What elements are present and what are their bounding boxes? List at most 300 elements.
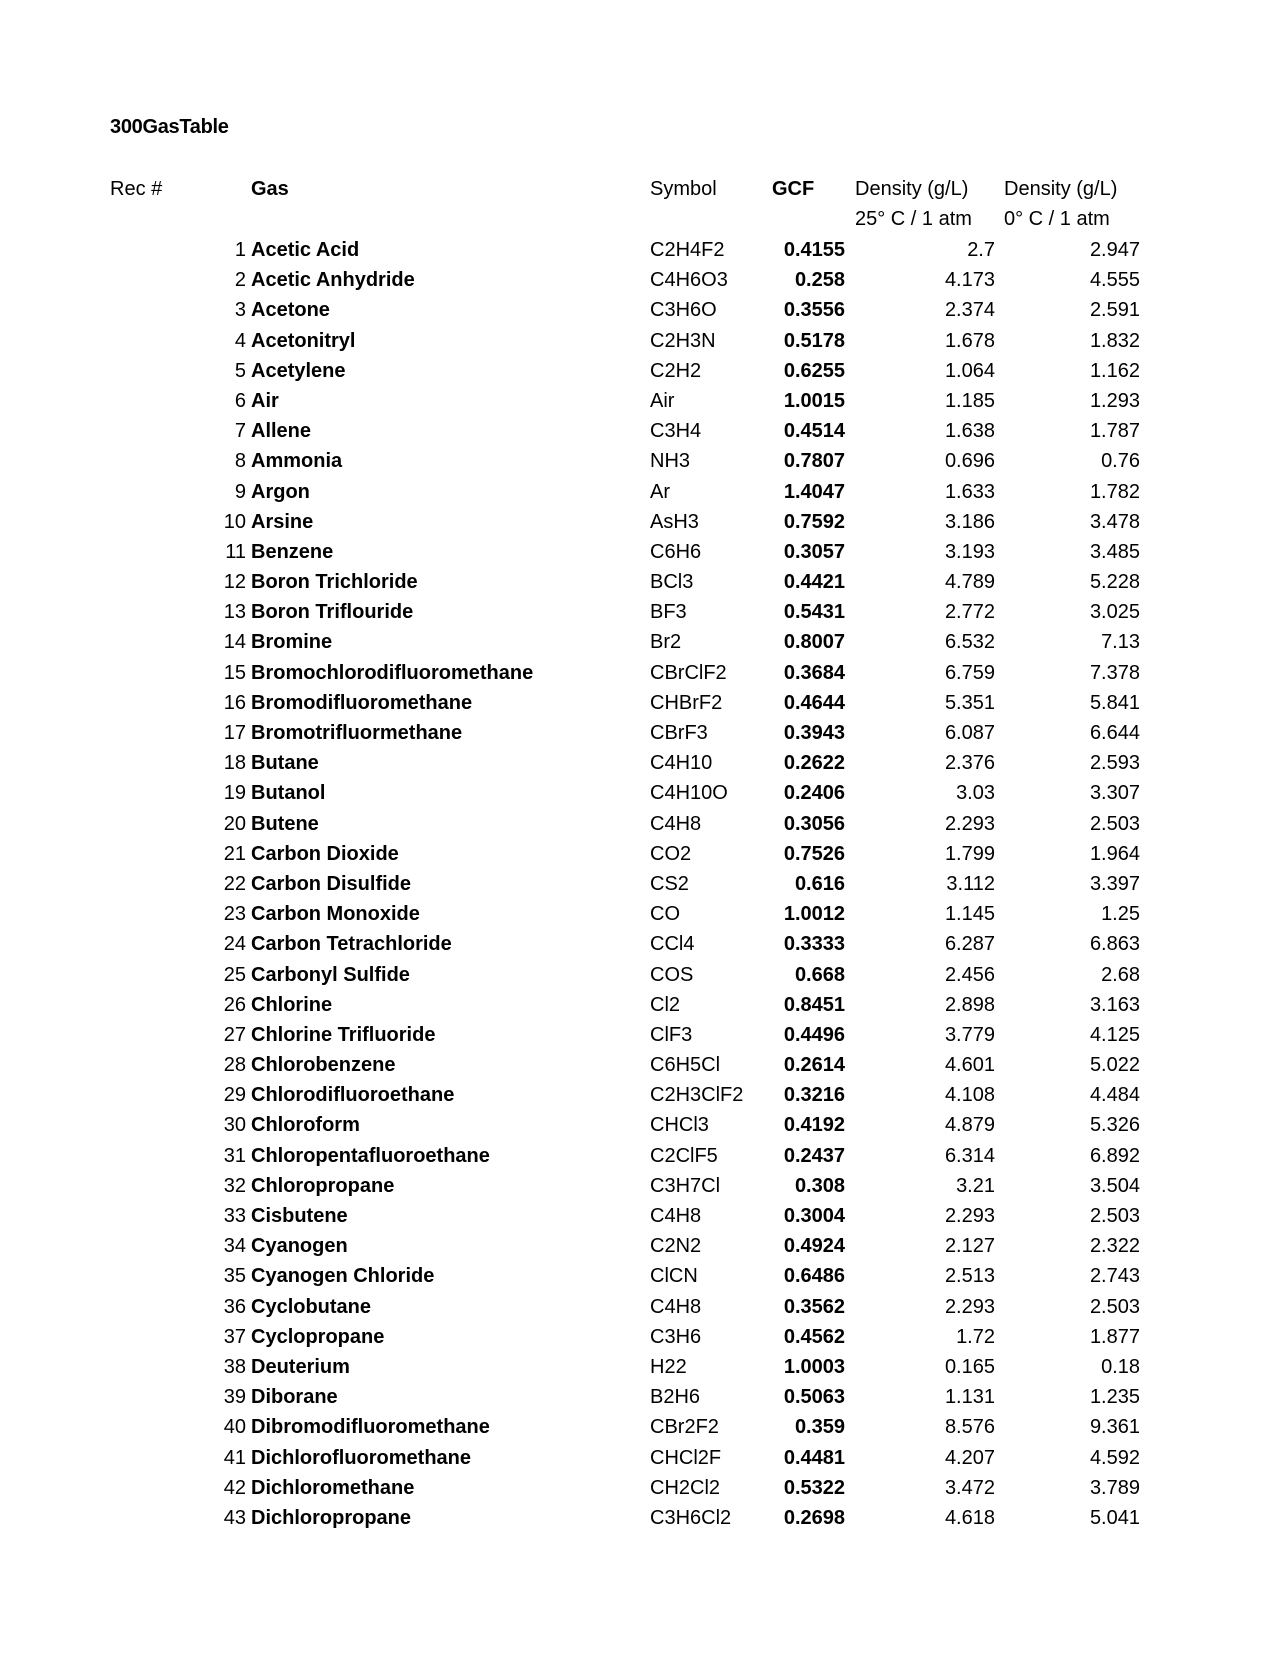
gas-symbol: C4H6O3 [650, 269, 728, 292]
density-0c: 9.361 [1089, 1416, 1140, 1439]
gas-symbol: C3H7Cl [650, 1174, 721, 1197]
gas-name: Carbon Dioxide [251, 842, 399, 865]
gas-symbol: CBrClF2 [650, 661, 727, 684]
table-row [0, 1110, 1280, 1140]
gas-name: Acetic Anhydride [251, 269, 415, 292]
row-number: 29 [223, 1084, 246, 1107]
table-row [0, 1050, 1280, 1080]
density-25c: 4.618 [944, 1506, 995, 1529]
density-25c: 2.374 [944, 299, 995, 322]
table-row [0, 386, 1280, 416]
gcf-value: 0.8451 [783, 993, 845, 1016]
row-number: 16 [223, 691, 246, 714]
density-25c: 1.72 [956, 1325, 995, 1348]
table-header [0, 174, 1280, 236]
table-row [0, 537, 1280, 567]
row-number: 4 [234, 329, 246, 352]
gas-name: Chlorobenzene [251, 1054, 396, 1077]
header-symbol: Symbol [650, 178, 717, 200]
gcf-value: 0.359 [794, 1416, 845, 1439]
row-number: 10 [223, 510, 246, 533]
gas-symbol: C2H4F2 [650, 239, 725, 261]
gas-name: Deuterium [251, 1355, 350, 1378]
gas-name: Acetonitryl [251, 329, 356, 352]
header-density-0-condition: 0° C / 1 atm [1004, 208, 1110, 230]
gcf-value: 1.0003 [783, 1355, 845, 1378]
gas-name: Butane [251, 752, 319, 775]
gcf-value: 0.8007 [783, 631, 845, 654]
gas-symbol: CCl4 [650, 933, 695, 956]
density-25c: 4.108 [944, 1084, 995, 1107]
table-row [0, 869, 1280, 899]
row-number: 37 [223, 1325, 246, 1348]
gcf-value: 0.5322 [783, 1476, 845, 1499]
density-25c: 0.696 [944, 450, 995, 473]
density-25c: 3.03 [956, 782, 995, 805]
gcf-value: 0.308 [794, 1174, 845, 1197]
density-25c: 2.898 [944, 993, 995, 1016]
density-25c: 2.376 [944, 752, 995, 775]
gas-name: Dichloromethane [251, 1476, 415, 1499]
density-25c: 1.638 [944, 420, 995, 443]
gas-name: Cyanogen [251, 1235, 348, 1258]
table-row [0, 778, 1280, 808]
gcf-value: 0.2614 [783, 1054, 845, 1077]
gcf-value: 0.4192 [783, 1114, 845, 1137]
row-number: 35 [223, 1265, 246, 1288]
density-25c: 2.293 [944, 1295, 995, 1318]
density-0c: 3.163 [1089, 993, 1140, 1016]
row-number: 18 [223, 752, 246, 775]
density-0c: 4.555 [1089, 269, 1140, 292]
density-0c: 4.125 [1089, 1023, 1140, 1046]
gas-name: Carbon Monoxide [251, 903, 420, 926]
gas-name: Air [251, 389, 279, 412]
table-row [0, 960, 1280, 990]
gas-symbol: CBrF3 [650, 722, 708, 744]
gas-name: Chloroform [251, 1114, 360, 1137]
row-number: 39 [223, 1386, 246, 1409]
row-number: 33 [223, 1205, 246, 1227]
gas-name: Boron Trichloride [251, 571, 418, 594]
table-row [0, 567, 1280, 597]
gas-symbol: CS2 [650, 872, 689, 895]
density-0c: 1.787 [1089, 420, 1140, 443]
table-row [0, 1382, 1280, 1412]
gas-symbol: CHBrF2 [650, 691, 723, 714]
gas-symbol: Cl2 [650, 993, 681, 1016]
gas-name: Allene [251, 420, 312, 443]
density-25c: 1.064 [944, 359, 995, 382]
row-number: 13 [223, 601, 246, 624]
density-0c: 2.743 [1089, 1265, 1140, 1288]
gas-name: Chlorine [251, 993, 333, 1016]
row-number: 32 [223, 1174, 246, 1197]
table-row [0, 1292, 1280, 1322]
gas-name: Carbon Tetrachloride [251, 933, 452, 956]
density-25c: 2.293 [944, 812, 995, 835]
gas-symbol: AsH3 [650, 510, 699, 533]
density-0c: 3.478 [1089, 510, 1140, 533]
density-25c: 5.351 [944, 691, 995, 714]
gas-symbol: Br2 [650, 631, 682, 654]
gas-symbol: COS [650, 963, 694, 986]
gcf-value: 1.0015 [783, 389, 845, 412]
table-row [0, 748, 1280, 778]
density-0c: 2.503 [1089, 812, 1140, 835]
gcf-value: 1.0012 [783, 903, 845, 926]
density-0c: 1.25 [1101, 903, 1140, 926]
gas-symbol: C3H6 [650, 1325, 702, 1348]
density-25c: 3.21 [956, 1174, 995, 1197]
density-25c: 6.087 [944, 722, 995, 744]
density-0c: 0.76 [1101, 450, 1140, 473]
density-0c: 6.892 [1089, 1144, 1140, 1167]
gas-name: Carbonyl Sulfide [251, 963, 410, 986]
density-0c: 0.18 [1101, 1355, 1140, 1378]
gas-symbol: C2H3N [650, 329, 716, 352]
row-number: 17 [223, 722, 246, 744]
row-number: 36 [223, 1295, 246, 1318]
density-0c: 1.235 [1089, 1386, 1140, 1409]
gcf-value: 0.5063 [783, 1386, 845, 1409]
header-density-0: Density (g/L) [1004, 178, 1118, 200]
gcf-value: 0.4481 [783, 1446, 845, 1469]
density-25c: 1.799 [944, 842, 995, 865]
gas-name: Cisbutene [251, 1205, 348, 1227]
table-row [0, 1412, 1280, 1442]
header-gas: Gas [251, 178, 289, 200]
row-number: 27 [223, 1023, 246, 1046]
density-25c: 2.293 [944, 1205, 995, 1227]
density-0c: 5.841 [1089, 691, 1140, 714]
row-number: 34 [223, 1235, 246, 1258]
density-0c: 1.832 [1089, 329, 1140, 352]
density-25c: 6.287 [944, 933, 995, 956]
table-row [0, 507, 1280, 537]
gcf-value: 0.3943 [783, 722, 845, 744]
table-row [0, 688, 1280, 718]
gas-symbol: Ar [650, 480, 670, 503]
row-number: 3 [234, 299, 246, 322]
gas-symbol: C3H6O [650, 299, 717, 322]
document-title: 300GasTable [110, 116, 229, 138]
gas-name: Chloropentafluoroethane [251, 1144, 490, 1167]
density-0c: 1.877 [1089, 1325, 1140, 1348]
row-number: 5 [234, 359, 246, 382]
density-25c: 4.207 [944, 1446, 995, 1469]
gcf-value: 0.4496 [783, 1023, 845, 1046]
table-row [0, 326, 1280, 356]
gcf-value: 0.3216 [783, 1084, 845, 1107]
table-row [0, 1141, 1280, 1171]
row-number: 24 [223, 933, 246, 956]
row-number: 19 [223, 782, 246, 805]
gas-name: Ammonia [251, 450, 343, 473]
density-25c: 1.185 [944, 389, 995, 412]
gas-name: Butanol [251, 782, 326, 805]
row-number: 6 [234, 389, 246, 412]
gas-name: Bromotrifluormethane [251, 722, 463, 744]
header-gcf: GCF [772, 178, 815, 200]
gas-name: Benzene [251, 540, 334, 563]
density-25c: 3.472 [944, 1476, 995, 1499]
table-row [0, 1473, 1280, 1503]
density-25c: 6.314 [944, 1144, 995, 1167]
gas-symbol: C4H10O [650, 782, 728, 805]
gas-symbol: CO [650, 903, 680, 926]
gas-symbol: C2N2 [650, 1235, 702, 1258]
density-0c: 3.307 [1089, 782, 1140, 805]
density-25c: 8.576 [944, 1416, 995, 1439]
density-25c: 1.145 [944, 903, 995, 926]
density-25c: 2.456 [944, 963, 995, 986]
density-25c: 1.678 [944, 329, 995, 352]
density-0c: 5.228 [1089, 571, 1140, 594]
table-row [0, 990, 1280, 1020]
table-row [0, 658, 1280, 688]
row-number: 28 [223, 1054, 246, 1077]
gcf-value: 0.7526 [783, 842, 845, 865]
table-row [0, 1443, 1280, 1473]
row-number: 42 [223, 1476, 246, 1499]
gcf-value: 0.5431 [783, 601, 845, 624]
gcf-value: 0.4924 [783, 1235, 845, 1258]
row-number: 12 [223, 571, 246, 594]
row-number: 14 [223, 631, 246, 654]
gcf-value: 0.4421 [783, 571, 845, 594]
density-0c: 4.484 [1089, 1084, 1140, 1107]
density-25c: 2.7 [967, 239, 995, 261]
gas-symbol: C4H10 [650, 752, 713, 775]
gas-name: Dibromodifluoromethane [251, 1416, 490, 1439]
gas-name: Bromodifluoromethane [251, 691, 473, 714]
density-0c: 7.378 [1089, 661, 1140, 684]
row-number: 43 [223, 1506, 246, 1529]
gas-symbol: C2ClF5 [650, 1144, 718, 1167]
density-0c: 3.485 [1089, 540, 1140, 563]
gcf-value: 0.3333 [783, 933, 845, 956]
gcf-value: 0.4155 [783, 239, 845, 261]
density-0c: 1.782 [1089, 480, 1140, 503]
gas-name: Bromochlorodifluoromethane [251, 661, 534, 684]
gas-name: Chlorodifluoroethane [251, 1084, 455, 1107]
density-0c: 3.504 [1089, 1174, 1140, 1197]
density-0c: 4.592 [1089, 1446, 1140, 1469]
gas-symbol: B2H6 [650, 1386, 701, 1409]
table-row [0, 929, 1280, 959]
gas-name: Butene [251, 812, 319, 835]
density-25c: 4.879 [944, 1114, 995, 1137]
density-25c: 2.513 [944, 1265, 995, 1288]
density-0c: 5.022 [1089, 1054, 1140, 1077]
table-row [0, 718, 1280, 748]
table-row [0, 1261, 1280, 1291]
table-row [0, 1503, 1280, 1533]
row-number: 22 [223, 872, 246, 895]
table-row [0, 295, 1280, 325]
density-25c: 3.186 [944, 510, 995, 533]
density-0c: 2.322 [1089, 1235, 1140, 1258]
row-number: 9 [234, 480, 246, 503]
density-0c: 2.593 [1089, 752, 1140, 775]
gas-symbol: ClCN [650, 1265, 698, 1288]
table-body [0, 235, 1280, 1533]
table-row [0, 265, 1280, 295]
row-number: 2 [234, 269, 246, 292]
density-25c: 6.759 [944, 661, 995, 684]
density-0c: 2.591 [1089, 299, 1140, 322]
gas-name: Bromine [251, 631, 333, 654]
gcf-value: 0.3004 [783, 1205, 845, 1227]
density-25c: 4.173 [944, 269, 995, 292]
gcf-value: 0.2698 [783, 1506, 845, 1529]
row-number: 23 [223, 903, 246, 926]
gas-symbol: C2H3ClF2 [650, 1084, 744, 1107]
density-25c: 3.112 [946, 872, 995, 895]
table-row [0, 446, 1280, 476]
gas-name: Cyanogen Chloride [251, 1265, 435, 1288]
gas-name: Arsine [251, 510, 314, 533]
row-number: 25 [223, 963, 246, 986]
gcf-value: 0.3056 [783, 812, 845, 835]
density-25c: 0.165 [944, 1355, 995, 1378]
gcf-value: 0.2622 [783, 752, 845, 775]
row-number: 26 [223, 993, 246, 1016]
gcf-value: 1.4047 [783, 480, 845, 503]
table-row [0, 899, 1280, 929]
gcf-value: 0.4514 [783, 420, 845, 443]
table-row [0, 477, 1280, 507]
gas-name: Acetone [251, 299, 330, 322]
density-25c: 1.633 [944, 480, 995, 503]
gas-symbol: BF3 [650, 601, 687, 624]
density-0c: 2.503 [1089, 1295, 1140, 1318]
gcf-value: 0.6486 [783, 1265, 845, 1288]
gcf-value: 0.616 [794, 872, 845, 895]
gas-symbol: C4H8 [650, 1205, 702, 1227]
density-0c: 2.503 [1089, 1205, 1140, 1227]
table-row [0, 597, 1280, 627]
gcf-value: 0.2406 [783, 782, 845, 805]
gas-symbol: C4H8 [650, 812, 702, 835]
gas-symbol: CO2 [650, 842, 692, 865]
gcf-value: 0.668 [794, 963, 845, 986]
density-25c: 1.131 [944, 1386, 995, 1409]
density-25c: 2.127 [944, 1235, 995, 1258]
row-number: 20 [223, 812, 246, 835]
density-25c: 3.193 [944, 540, 995, 563]
gcf-value: 0.4644 [783, 691, 845, 714]
table-row [0, 416, 1280, 446]
density-0c: 3.025 [1089, 601, 1140, 624]
gcf-value: 0.7592 [783, 510, 845, 533]
density-0c: 6.863 [1089, 933, 1140, 956]
density-0c: 5.326 [1089, 1114, 1140, 1137]
table-row [0, 1231, 1280, 1261]
row-number: 8 [234, 450, 246, 473]
gas-name: Cyclobutane [251, 1295, 372, 1318]
gas-symbol: ClF3 [650, 1023, 693, 1046]
gas-name: Chlorine Trifluoride [251, 1023, 436, 1046]
gcf-value: 0.5178 [783, 329, 845, 352]
gas-symbol: C4H8 [650, 1295, 702, 1318]
gcf-value: 0.3057 [783, 540, 845, 563]
gas-name: Dichloropropane [251, 1506, 412, 1529]
density-0c: 1.162 [1089, 359, 1140, 382]
gas-symbol: CH2Cl2 [650, 1476, 721, 1499]
gas-symbol: C3H6Cl2 [650, 1506, 732, 1529]
density-0c: 1.964 [1089, 842, 1140, 865]
row-number: 38 [223, 1355, 246, 1378]
table-row [0, 627, 1280, 657]
header-density-25-condition: 25° C / 1 atm [855, 208, 972, 230]
table-row [0, 1322, 1280, 1352]
gas-name: Chloropropane [251, 1174, 395, 1197]
gas-name: Acetic Acid [251, 239, 360, 261]
gas-symbol: CHCl3 [650, 1114, 709, 1137]
table-row [0, 1080, 1280, 1110]
table-row [0, 839, 1280, 869]
row-number: 21 [223, 842, 246, 865]
density-0c: 3.789 [1089, 1476, 1140, 1499]
gcf-value: 0.4562 [783, 1325, 845, 1348]
gas-symbol: C6H6 [650, 540, 702, 563]
gcf-value: 0.7807 [783, 450, 845, 473]
row-number: 41 [223, 1446, 246, 1469]
gas-symbol: C3H4 [650, 420, 702, 443]
gas-symbol: Air [650, 389, 675, 412]
gas-name: Acetylene [251, 359, 346, 382]
gas-symbol: C2H2 [650, 359, 702, 382]
density-0c: 1.293 [1089, 389, 1140, 412]
gcf-value: 0.258 [794, 269, 845, 292]
header-density-25: Density (g/L) [855, 178, 969, 200]
row-number: 1 [234, 239, 246, 261]
gas-name: Argon [251, 480, 310, 503]
gas-name: Boron Triflouride [251, 601, 414, 624]
table-row [0, 809, 1280, 839]
gas-name: Diborane [251, 1386, 338, 1409]
table-row [0, 1352, 1280, 1382]
table-row [0, 1201, 1280, 1231]
density-25c: 3.779 [944, 1023, 995, 1046]
table-row [0, 1171, 1280, 1201]
gcf-value: 0.2437 [783, 1144, 845, 1167]
row-number: 7 [234, 420, 246, 443]
density-0c: 5.041 [1089, 1506, 1140, 1529]
density-25c: 4.789 [944, 571, 995, 594]
gcf-value: 0.3556 [783, 299, 845, 322]
table-row [0, 235, 1280, 265]
gas-name: Dichlorofluoromethane [251, 1446, 472, 1469]
table-row [0, 1020, 1280, 1050]
row-number: 30 [223, 1114, 246, 1137]
row-number: 40 [223, 1416, 246, 1439]
header-rec: Rec # [110, 178, 163, 200]
density-25c: 2.772 [944, 601, 995, 624]
gas-symbol: NH3 [650, 450, 691, 473]
density-0c: 2.68 [1101, 963, 1140, 986]
density-0c: 3.397 [1089, 872, 1140, 895]
density-0c: 2.947 [1089, 239, 1140, 261]
gas-symbol: CBr2F2 [650, 1416, 719, 1439]
gas-name: Cyclopropane [251, 1325, 385, 1348]
gas-name: Carbon Disulfide [251, 872, 412, 895]
gcf-value: 0.6255 [783, 359, 845, 382]
gcf-value: 0.3562 [783, 1295, 845, 1318]
density-25c: 6.532 [944, 631, 995, 654]
